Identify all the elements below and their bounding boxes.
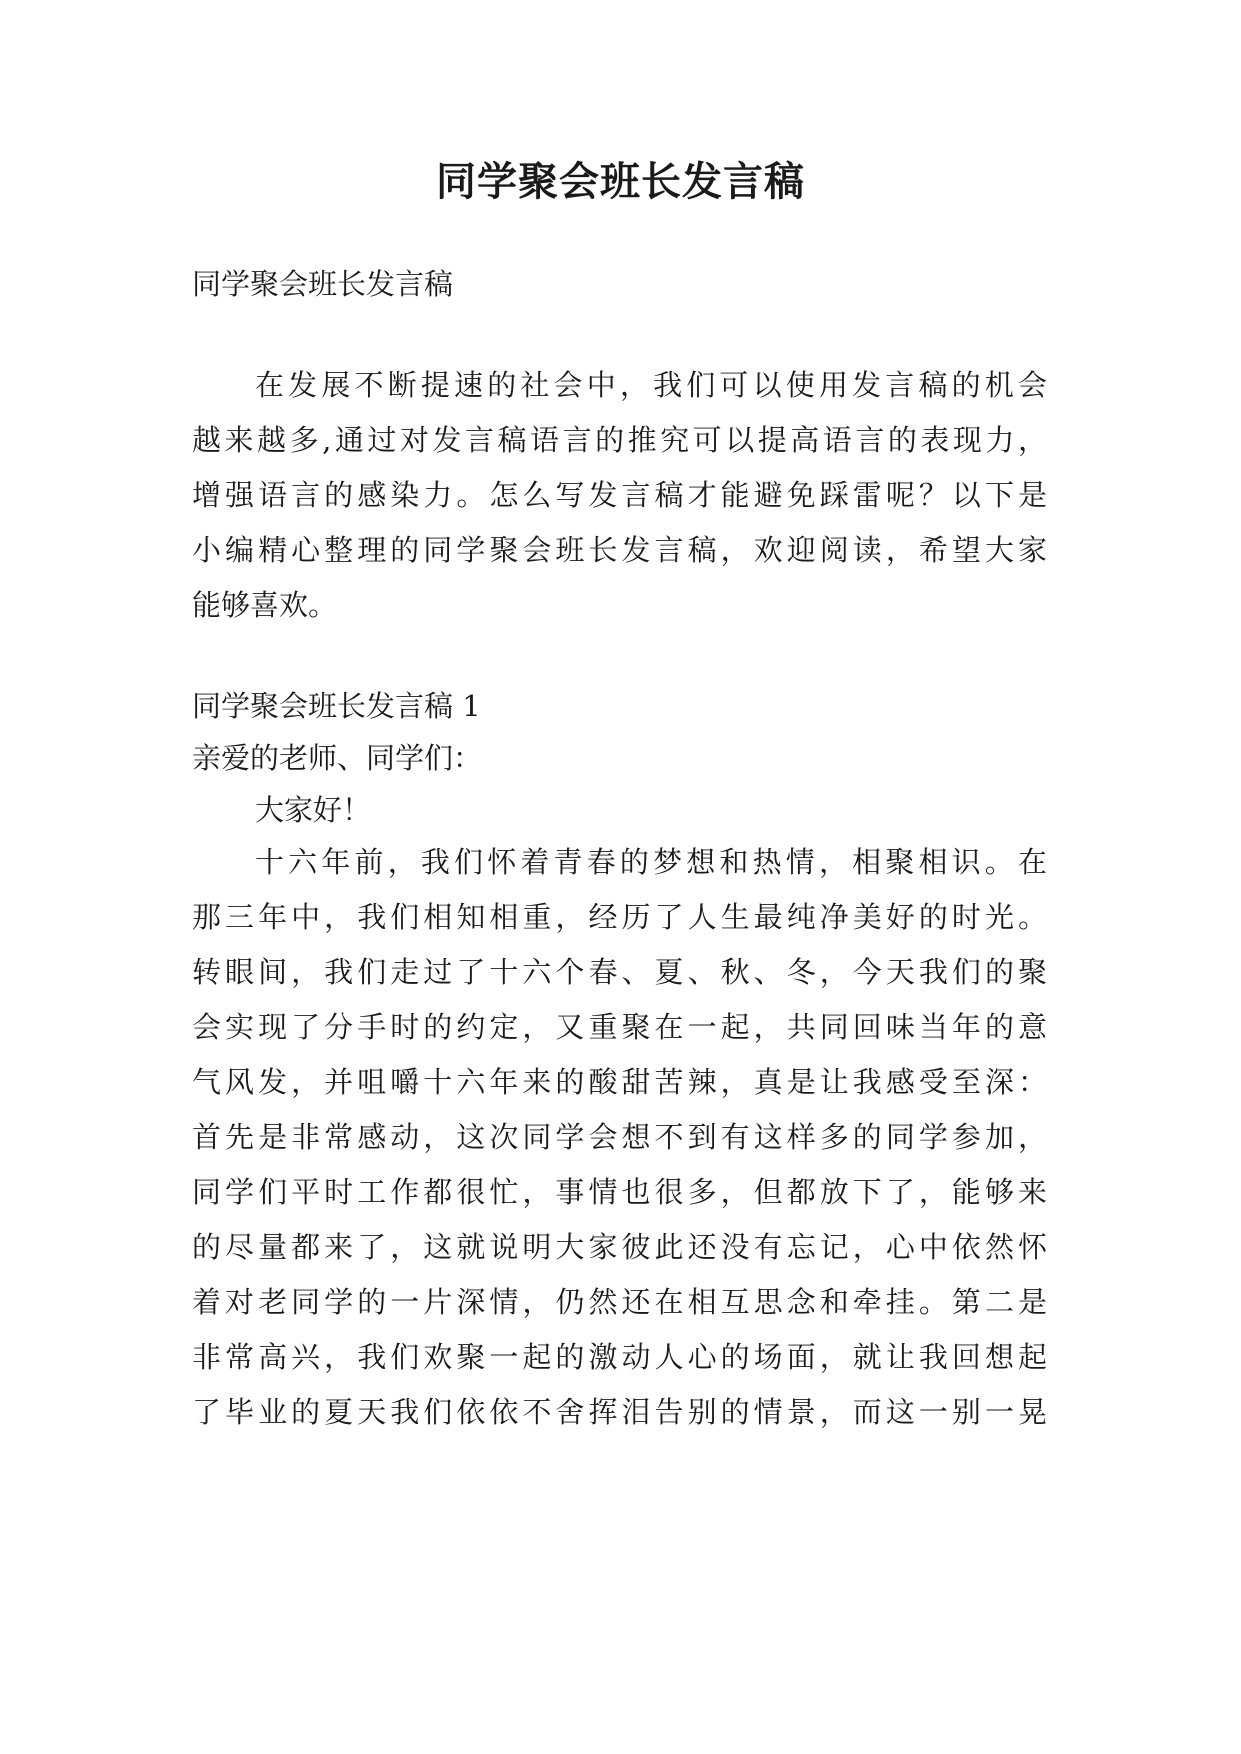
salutation: 亲爱的老师、同学们： — [192, 741, 483, 775]
speech-line: 首先是非常感动，这次同学会想不到有这样多的同学参加， — [192, 1120, 1047, 1154]
intro-line: 在发展不断提速的社会中，我们可以使用发言稿的机会 — [255, 368, 1047, 402]
speech-line: 非常高兴，我们欢聚一起的激动人心的场面，就让我回想起 — [192, 1340, 1047, 1374]
page-title: 同学聚会班长发言稿 — [436, 159, 805, 205]
greeting: 大家好！ — [255, 793, 372, 827]
speech-line: 着对老同学的一片深情，仍然还在相互思念和牵挂。第二是 — [192, 1285, 1047, 1319]
speech-line: 那三年中，我们相知相重，经历了人生最纯净美好的时光。 — [192, 900, 1047, 934]
intro-line: 增强语言的感染力。怎么写发言稿才能避免踩雷呢？以下是 — [192, 478, 1047, 512]
intro-line: 能够喜欢。 — [192, 588, 338, 622]
speech-line: 会实现了分手时的约定，又重聚在一起，共同回味当年的意 — [192, 1010, 1047, 1044]
speech-line: 同学们平时工作都很忙，事情也很多，但都放下了，能够来 — [192, 1175, 1047, 1209]
document-subtitle: 同学聚会班长发言稿 — [192, 267, 454, 301]
intro-line: 越来越多,通过对发言稿语言的推究可以提高语言的表现力， — [192, 423, 1047, 457]
speech-line: 转眼间，我们走过了十六个春、夏、秋、冬，今天我们的聚 — [192, 955, 1047, 989]
speech-line: 的尽量都来了，这就说明大家彼此还没有忘记，心中依然怀 — [192, 1230, 1047, 1264]
section-heading: 同学聚会班长发言稿 1 — [192, 689, 481, 723]
speech-line: 十六年前，我们怀着青春的梦想和热情，相聚相识。在 — [255, 845, 1047, 879]
intro-line: 小编精心整理的同学聚会班长发言稿，欢迎阅读，希望大家 — [192, 533, 1047, 567]
speech-line: 气风发，并咀嚼十六年来的酸甜苦辣，真是让我感受至深： — [192, 1065, 1047, 1099]
speech-line: 了毕业的夏天我们依依不舍挥泪告别的情景，而这一别一晃 — [192, 1395, 1047, 1429]
